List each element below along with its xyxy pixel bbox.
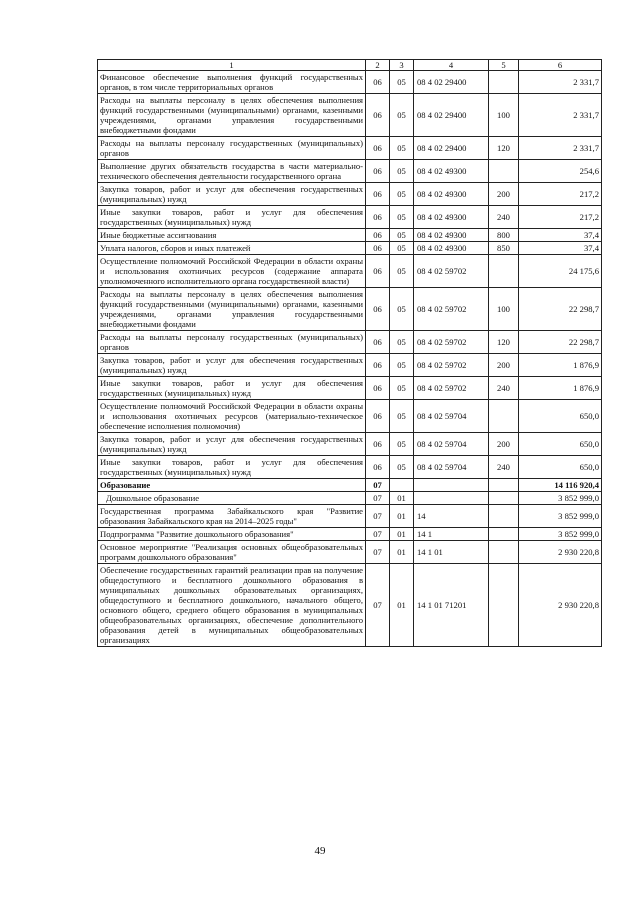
table-row	[98, 331, 602, 354]
row-description: Подпрограмма "Развитие дошкольного образования"	[98, 528, 366, 541]
row-description: Закупка товаров, работ и услуг для обеспечения государственных (муниципальных) нужд	[98, 183, 366, 206]
row-subsection-code: 05	[390, 94, 414, 137]
row-subsection-code: 01	[390, 492, 414, 505]
row-expense-type: 240	[489, 377, 519, 400]
table-row	[98, 288, 602, 331]
table-row	[98, 492, 602, 505]
row-expense-type	[489, 564, 519, 647]
table-row	[98, 160, 602, 183]
budget-table	[97, 59, 602, 647]
row-description: Закупка товаров, работ и услуг для обеспечения государственных (муниципальных) нужд	[98, 433, 366, 456]
row-target-code: 08 4 02 59704	[414, 456, 489, 479]
row-target-code: 08 4 02 59702	[414, 255, 489, 288]
row-description: Расходы на выплаты персоналу в целях обеспечения выполнения функций государственными (муниципальными) органами, казенными учреждениями, органами управления государственными внебюджетными фондами	[98, 288, 366, 331]
row-section-code: 06	[366, 288, 390, 331]
row-subsection-code: 01	[390, 528, 414, 541]
row-description: Основное мероприятие "Реализация основных общеобразовательных программ дошкольного образования"	[98, 541, 366, 564]
row-target-code: 08 4 02 59702	[414, 331, 489, 354]
row-description: Государственная программа Забайкальского края "Развитие образования Забайкальского края на 2014–2025 годы"	[98, 505, 366, 528]
row-target-code: 08 4 02 49300	[414, 183, 489, 206]
row-description: Осуществление полномочий Российской Федерации в области охраны и использования охотничьих ресурсов (содержание аппарата уполномоченного исполнительного органа государственной власти)	[98, 255, 366, 288]
row-section-code: 06	[366, 456, 390, 479]
row-expense-type: 100	[489, 94, 519, 137]
row-section-code: 06	[366, 433, 390, 456]
row-expense-type	[489, 541, 519, 564]
row-target-code: 14	[414, 505, 489, 528]
table-row	[98, 229, 602, 242]
row-amount: 650,0	[519, 400, 602, 433]
row-amount: 2 331,7	[519, 94, 602, 137]
row-section-code: 07	[366, 564, 390, 647]
row-target-code: 14 1 01	[414, 541, 489, 564]
row-description: Дошкольное образование	[98, 492, 366, 505]
row-target-code: 08 4 02 29400	[414, 137, 489, 160]
row-subsection-code: 01	[390, 541, 414, 564]
row-section-code: 07	[366, 492, 390, 505]
table-row	[98, 255, 602, 288]
row-description: Расходы на выплаты персоналу государственных (муниципальных) органов	[98, 137, 366, 160]
row-expense-type	[489, 71, 519, 94]
row-target-code: 08 4 02 59704	[414, 433, 489, 456]
row-section-code: 06	[366, 331, 390, 354]
table-row	[98, 354, 602, 377]
row-amount: 254,6	[519, 160, 602, 183]
row-expense-type: 120	[489, 137, 519, 160]
row-subsection-code: 05	[390, 229, 414, 242]
header-col-1: 1	[98, 60, 366, 71]
row-section-code: 06	[366, 183, 390, 206]
row-amount: 37,4	[519, 242, 602, 255]
row-expense-type	[489, 505, 519, 528]
row-section-code: 06	[366, 377, 390, 400]
row-description: Закупка товаров, работ и услуг для обеспечения государственных (муниципальных) нужд	[98, 354, 366, 377]
row-amount: 3 852 999,0	[519, 492, 602, 505]
row-description: Выполнение других обязательств государства в части материально-технического обеспечения деятельности государственного органа	[98, 160, 366, 183]
row-expense-type	[489, 160, 519, 183]
row-section-code: 06	[366, 229, 390, 242]
row-section-code: 06	[366, 160, 390, 183]
row-description: Образование	[98, 479, 366, 492]
row-section-code: 06	[366, 242, 390, 255]
row-target-code: 14 1 01 71201	[414, 564, 489, 647]
header-col-5: 5	[489, 60, 519, 71]
row-subsection-code: 05	[390, 137, 414, 160]
row-target-code: 08 4 02 49300	[414, 160, 489, 183]
row-amount: 217,2	[519, 206, 602, 229]
row-amount: 2 930 220,8	[519, 564, 602, 647]
row-section-code: 07	[366, 528, 390, 541]
row-expense-type: 240	[489, 456, 519, 479]
row-amount: 1 876,9	[519, 377, 602, 400]
row-section-code: 06	[366, 354, 390, 377]
row-target-code: 08 4 02 29400	[414, 94, 489, 137]
page-number: 49	[314, 845, 326, 857]
row-target-code: 08 4 02 59702	[414, 354, 489, 377]
header-col-2: 2	[366, 60, 390, 71]
row-description: Иные бюджетные ассигнования	[98, 229, 366, 242]
row-target-code	[414, 492, 489, 505]
row-target-code: 08 4 02 49300	[414, 206, 489, 229]
row-expense-type: 200	[489, 354, 519, 377]
table-row	[98, 479, 602, 492]
table-row	[98, 183, 602, 206]
row-amount: 22 298,7	[519, 288, 602, 331]
row-subsection-code: 05	[390, 183, 414, 206]
row-amount: 37,4	[519, 229, 602, 242]
row-expense-type: 240	[489, 206, 519, 229]
row-amount: 1 876,9	[519, 354, 602, 377]
row-subsection-code: 05	[390, 288, 414, 331]
row-expense-type: 100	[489, 288, 519, 331]
row-amount: 650,0	[519, 456, 602, 479]
table-row	[98, 456, 602, 479]
row-section-code: 06	[366, 255, 390, 288]
row-expense-type: 120	[489, 331, 519, 354]
row-target-code: 08 4 02 59702	[414, 288, 489, 331]
row-expense-type	[489, 400, 519, 433]
table-row	[98, 541, 602, 564]
table-row	[98, 206, 602, 229]
header-col-6: 6	[519, 60, 602, 71]
row-target-code: 14 1	[414, 528, 489, 541]
row-amount: 2 331,7	[519, 71, 602, 94]
table-row	[98, 433, 602, 456]
budget-table-page	[97, 59, 601, 647]
header-col-4: 4	[414, 60, 489, 71]
row-subsection-code: 05	[390, 433, 414, 456]
row-subsection-code: 05	[390, 456, 414, 479]
row-section-code: 06	[366, 137, 390, 160]
table-row	[98, 564, 602, 647]
row-description: Уплата налогов, сборов и иных платежей	[98, 242, 366, 255]
row-expense-type	[489, 479, 519, 492]
row-target-code: 08 4 02 49300	[414, 242, 489, 255]
row-amount: 2 930 220,8	[519, 541, 602, 564]
row-target-code: 08 4 02 59702	[414, 377, 489, 400]
row-description: Расходы на выплаты персоналу государственных (муниципальных) органов	[98, 331, 366, 354]
header-col-3: 3	[390, 60, 414, 71]
row-description: Иные закупки товаров, работ и услуг для обеспечения государственных (муниципальных) нужд	[98, 377, 366, 400]
row-expense-type: 800	[489, 229, 519, 242]
row-section-code: 06	[366, 71, 390, 94]
row-amount: 2 331,7	[519, 137, 602, 160]
row-target-code	[414, 479, 489, 492]
row-subsection-code: 05	[390, 255, 414, 288]
row-section-code: 06	[366, 400, 390, 433]
table-row	[98, 242, 602, 255]
table-row	[98, 377, 602, 400]
row-subsection-code: 05	[390, 331, 414, 354]
row-amount: 650,0	[519, 433, 602, 456]
row-subsection-code: 05	[390, 354, 414, 377]
row-subsection-code: 05	[390, 160, 414, 183]
row-amount: 217,2	[519, 183, 602, 206]
row-section-code: 07	[366, 541, 390, 564]
row-section-code: 07	[366, 479, 390, 492]
row-expense-type: 850	[489, 242, 519, 255]
row-subsection-code: 05	[390, 377, 414, 400]
table-row	[98, 137, 602, 160]
row-description: Финансовое обеспечение выполнения функций государственных органов, в том числе территориальных органов	[98, 71, 366, 94]
row-amount: 3 852 999,0	[519, 505, 602, 528]
row-description: Иные закупки товаров, работ и услуг для обеспечения государственных (муниципальных) нужд	[98, 206, 366, 229]
table-row	[98, 400, 602, 433]
row-subsection-code	[390, 479, 414, 492]
row-description: Иные закупки товаров, работ и услуг для обеспечения государственных (муниципальных) нужд	[98, 456, 366, 479]
table-header-row	[98, 60, 602, 71]
row-target-code: 08 4 02 29400	[414, 71, 489, 94]
row-subsection-code: 05	[390, 71, 414, 94]
row-expense-type	[489, 528, 519, 541]
table-row	[98, 71, 602, 94]
row-expense-type	[489, 492, 519, 505]
row-amount: 24 175,6	[519, 255, 602, 288]
row-section-code: 06	[366, 94, 390, 137]
row-description: Расходы на выплаты персоналу в целях обеспечения выполнения функций государственными (муниципальными) органами, казенными учреждениями, органами управления государственными внебюджетными фондами	[98, 94, 366, 137]
row-amount: 22 298,7	[519, 331, 602, 354]
table-row	[98, 528, 602, 541]
row-description: Осуществление полномочий Российской Федерации в области охраны и использования охотничьих ресурсов (материально-техническое обеспечение исполнения полномочия)	[98, 400, 366, 433]
row-subsection-code: 05	[390, 242, 414, 255]
row-target-code: 08 4 02 59704	[414, 400, 489, 433]
row-expense-type: 200	[489, 183, 519, 206]
row-expense-type: 200	[489, 433, 519, 456]
row-description: Обеспечение государственных гарантий реализации прав на получение общедоступного и бесплатного дошкольного образования в муниципальных дошкольных образовательных организациях, общедоступного и бесплатного дошкольного, начального общего, основного общего, среднего общего образования в муниципальных общеобразовательных организациях, обеспечение дополнительного образования детей в муниципальных общеобразовательных организациях	[98, 564, 366, 647]
row-subsection-code: 05	[390, 206, 414, 229]
table-row	[98, 94, 602, 137]
row-section-code: 06	[366, 206, 390, 229]
row-amount: 14 116 920,4	[519, 479, 602, 492]
row-amount: 3 852 999,0	[519, 528, 602, 541]
row-subsection-code: 05	[390, 400, 414, 433]
table-row	[98, 505, 602, 528]
row-subsection-code: 01	[390, 564, 414, 647]
row-subsection-code: 01	[390, 505, 414, 528]
row-target-code: 08 4 02 49300	[414, 229, 489, 242]
row-expense-type	[489, 255, 519, 288]
row-section-code: 07	[366, 505, 390, 528]
